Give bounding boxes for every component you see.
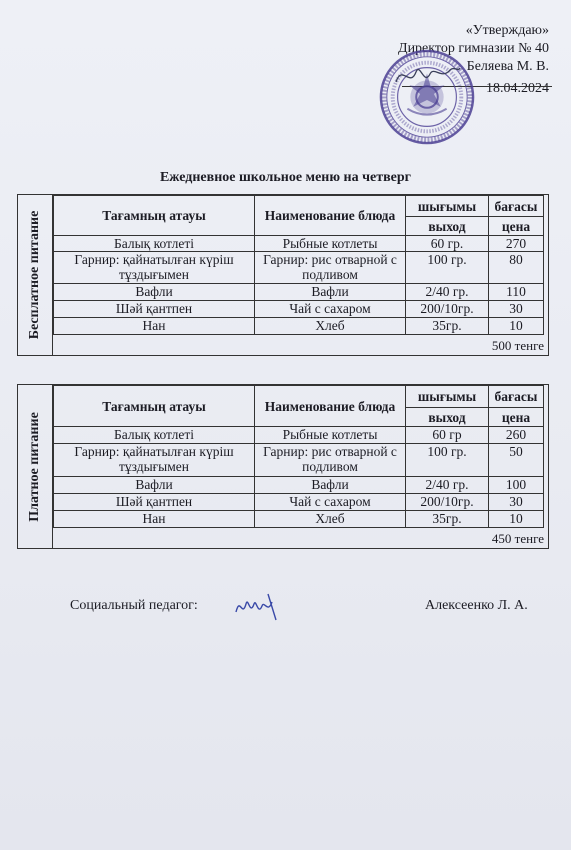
dish-kz: Балық котлеті xyxy=(54,427,255,444)
header-name-kz: Тағамның атауы xyxy=(54,196,255,236)
free-meal-total: 500 тенге xyxy=(491,338,544,353)
header-price-ru: цена xyxy=(489,408,544,427)
paid-meal-block xyxy=(17,384,549,549)
dish-kz: Шәй қантпен xyxy=(54,301,255,318)
dish-kz: Вафли xyxy=(54,284,255,301)
dish-ru: Вафли xyxy=(255,284,406,301)
table-row xyxy=(54,284,544,301)
table-row xyxy=(54,427,544,444)
dish-out: 2/40 гр. xyxy=(406,477,489,494)
dish-out: 2/40 гр. xyxy=(406,284,489,301)
dish-ru: Рыбные котлеты xyxy=(255,236,406,252)
header-out-ru: выход xyxy=(406,217,489,236)
dish-out: 35гр. xyxy=(406,511,489,528)
header-price-ru: цена xyxy=(489,217,544,236)
approval-date: 18.04.2024 xyxy=(486,81,549,96)
dish-ru: Хлеб xyxy=(255,318,406,335)
dish-ru: Гарнир: рис отварной с подливом xyxy=(255,252,406,284)
dish-kz: Нан xyxy=(54,511,255,528)
header-price-kz: бағасы xyxy=(489,196,544,217)
free-meal-block xyxy=(17,194,549,356)
dish-price: 260 xyxy=(489,427,544,444)
director-signature-icon xyxy=(392,58,462,94)
header-out-kz: шығымы xyxy=(406,196,489,217)
header-price-kz: бағасы xyxy=(489,386,544,408)
approval-line3: Беляева М. В. xyxy=(466,59,549,74)
dish-price: 10 xyxy=(489,511,544,528)
dish-price: 100 xyxy=(489,477,544,494)
header-name-ru: Наименование блюда xyxy=(255,386,406,427)
approval-line1: «Утверждаю» xyxy=(465,23,549,38)
approval-line2: Директор гимназии № 40 xyxy=(398,41,549,56)
header-out-ru: выход xyxy=(406,408,489,427)
free-meal-side-label xyxy=(18,195,53,355)
free-meal-label: Бесплатное питание xyxy=(27,210,42,340)
table-row xyxy=(54,252,544,284)
dish-ru: Рыбные котлеты xyxy=(255,427,406,444)
dish-price: 80 xyxy=(489,252,544,284)
table-row xyxy=(54,444,544,477)
dish-ru: Хлеб xyxy=(255,511,406,528)
dish-price: 30 xyxy=(489,301,544,318)
dish-out: 60 гр xyxy=(406,427,489,444)
menu-title: Ежедневное школьное меню на четверг xyxy=(159,170,412,185)
paid-meal-side-label xyxy=(18,385,53,548)
dish-price: 50 xyxy=(489,444,544,477)
dish-price: 270 xyxy=(489,236,544,252)
dish-kz: Вафли xyxy=(54,477,255,494)
paid-meal-label: Платное питание xyxy=(27,411,42,522)
dish-ru: Чай с сахаром xyxy=(255,494,406,511)
dish-kz: Балық котлеті xyxy=(54,236,255,252)
header-name-kz: Тағамның атауы xyxy=(54,386,255,427)
paid-meal-table xyxy=(53,385,544,528)
dish-out: 35гр. xyxy=(406,318,489,335)
footer-role: Социальный педагог: xyxy=(70,598,198,613)
dish-kz: Гарнир: қайнатылған күріш тұздығымен xyxy=(54,444,255,477)
dish-kz: Гарнир: қайнатылған күріш тұздығымен xyxy=(54,252,255,284)
dish-kz: Нан xyxy=(54,318,255,335)
header-out-kz: шығымы xyxy=(406,386,489,408)
table-row xyxy=(54,301,544,318)
dish-price: 30 xyxy=(489,494,544,511)
table-row xyxy=(54,318,544,335)
dish-kz: Шәй қантпен xyxy=(54,494,255,511)
dish-ru: Чай с сахаром xyxy=(255,301,406,318)
dish-out: 200/10гр. xyxy=(406,301,489,318)
dish-price: 10 xyxy=(489,318,544,335)
table-row xyxy=(54,477,544,494)
footer-name: Алексеенко Л. А. xyxy=(425,598,528,613)
dish-out: 60 гр. xyxy=(406,236,489,252)
dish-out: 200/10гр. xyxy=(406,494,489,511)
header-name-ru: Наименование блюда xyxy=(255,196,406,236)
dish-out: 100 гр. xyxy=(406,252,489,284)
table-row xyxy=(54,511,544,528)
free-meal-table xyxy=(53,195,544,335)
dish-ru: Гарнир: рис отварной с подливом xyxy=(255,444,406,477)
pedagogue-signature-icon xyxy=(232,590,282,622)
dish-price: 110 xyxy=(489,284,544,301)
table-row xyxy=(54,236,544,252)
paid-meal-total: 450 тенге xyxy=(491,531,544,546)
dish-ru: Вафли xyxy=(255,477,406,494)
dish-out: 100 гр. xyxy=(406,444,489,477)
table-row xyxy=(54,494,544,511)
